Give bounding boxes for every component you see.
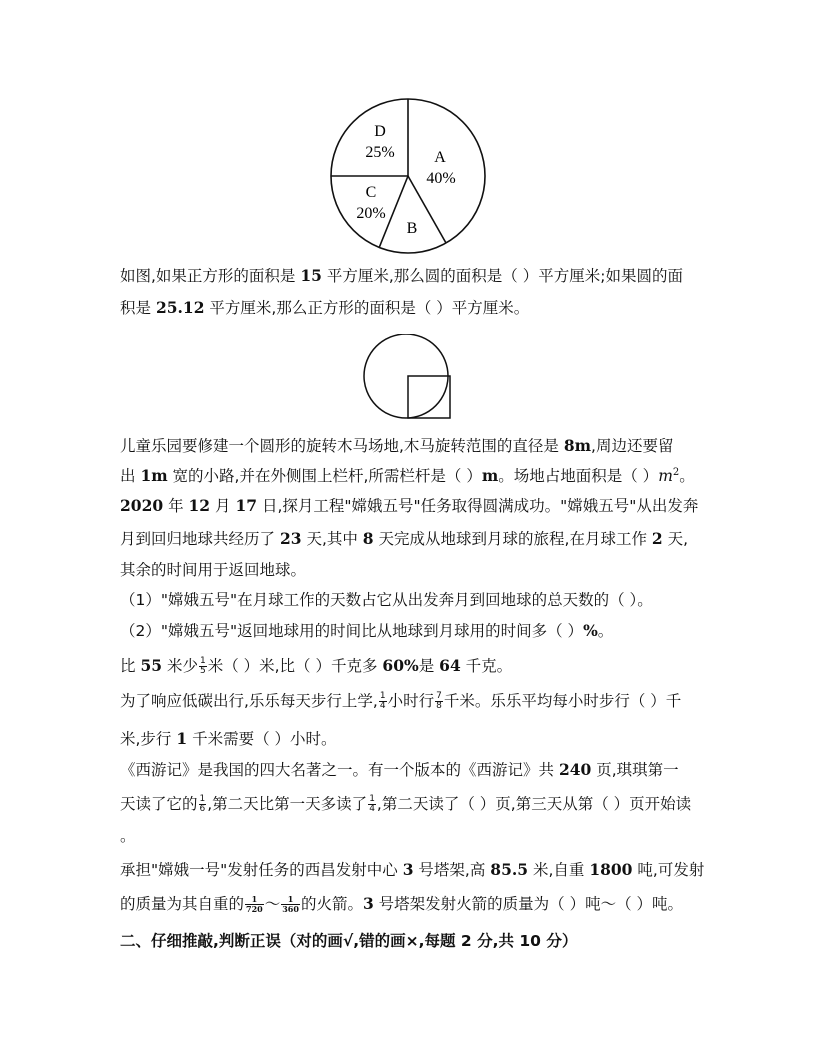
q-carousel-line-1: 儿童乐园要修建一个圆形的旋转木马场地,木马旋转范围的直径是 8m,周边还要留	[120, 436, 674, 455]
q-change5-line-3: 其余的时间用于返回地球。	[120, 561, 307, 579]
q-mi-line: 比 55 米少 $\frac{1}{5}$ 米（ ）米,比（ ）千克多 60%是 64 千克。	[120, 656, 513, 676]
slice-c-percent: 20%	[356, 205, 386, 222]
q-circle-line-2: 积是 25.12 平方厘米,那么正方形的面积是（ ）平方厘米。	[120, 298, 530, 317]
slice-d-letter: D	[374, 123, 386, 140]
q-carousel-line-2: 出 1m 宽的小路,并在外侧围上栏杆,所需栏杆是（ ）m。场地占地面积是（ ）$m^2$。	[120, 466, 695, 486]
slice-c-letter: C	[365, 184, 377, 201]
q-change1-line-1: 承担"嫦娥一号"发射任务的西昌发射中心 3 号塔架,高 85.5 米,自重 1800 吨,可发射	[120, 860, 705, 879]
q-walk-line-1: 为了响应低碳出行,乐乐每天步行上学, $\frac{1}{4}$ 小时行 $\frac{7}{8}$ 千米。乐乐平均每小时步行（ ）千	[120, 691, 682, 711]
q-xiyouji-line-1: 《西游记》是我国的四大名著之一。有一个版本的《西游记》共 240 页,琪琪第一	[120, 760, 679, 779]
q-change5-sub-1: （1）"嫦娥五号"在月球工作的天数占它从出发奔月到回地球的总天数的（ ）。	[120, 591, 653, 609]
slice-a-letter: A	[434, 149, 446, 166]
fraction-one-fifth: $\frac{1}{5}$	[199, 656, 206, 676]
q-change5-sub-2: （2）"嫦娥五号"返回地球用的时间比从地球到月球用的时间多（ ）%。	[120, 621, 614, 640]
fraction-one-quarter-b: $\frac{1}{4}$	[369, 794, 375, 814]
q-walk-line-2: 米,步行 1 千米需要（ ）小时。	[120, 729, 337, 748]
slice-b-letter: B	[406, 220, 418, 237]
fraction-one-sixth: $\frac{1}{6}$	[199, 794, 206, 814]
circle-square-figure	[362, 334, 456, 422]
pie-chart	[328, 96, 488, 256]
fraction-one-720th: $\frac{1}{720}$	[246, 894, 263, 914]
q-circle-line-1: 如图,如果正方形的面积是 15 平方厘米,那么圆的面积是（ ）平方厘米;如果圆的面	[120, 266, 683, 285]
slice-d-percent: 25%	[365, 144, 395, 161]
fraction-one-quarter: $\frac{1}{4}$	[379, 691, 386, 711]
fraction-one-360th: $\frac{1}{360}$	[282, 894, 299, 914]
q-xiyouji-line-2: 天读了它的 $\frac{1}{6}$ ,第二天比第一天多读了 $\frac{1}{4}$ ,第二天读了（ ）页,第三天从第（ ）页开始读	[120, 794, 692, 814]
slice-a-percent: 40%	[426, 170, 456, 187]
section-2-heading: 二、仔细推敲,判断正误（对的画√,错的画×,每题 2 分,共 10 分）	[120, 932, 578, 950]
q-change5-line-2: 月到回归地球共经历了 23 天,其中 8 天完成从地球到月球的旅程,在月球工作 2 天,	[120, 529, 689, 548]
q-change1-line-2: 的质量为其自重的 $\frac{1}{720}$ ～ $\frac{1}{360}$ 的火箭。3 号塔架发射火箭的质量为（ ）吨～（ ）吨。	[120, 894, 684, 914]
q-change5-line-1: 2020 年 12 月 17 日,探月工程"嫦娥五号"任务取得圆满成功。"嫦娥五号"从出发奔	[120, 496, 699, 515]
fraction-seven-eighths: $\frac{7}{8}$	[436, 691, 442, 711]
q-xiyouji-line-3: 。	[120, 827, 136, 845]
